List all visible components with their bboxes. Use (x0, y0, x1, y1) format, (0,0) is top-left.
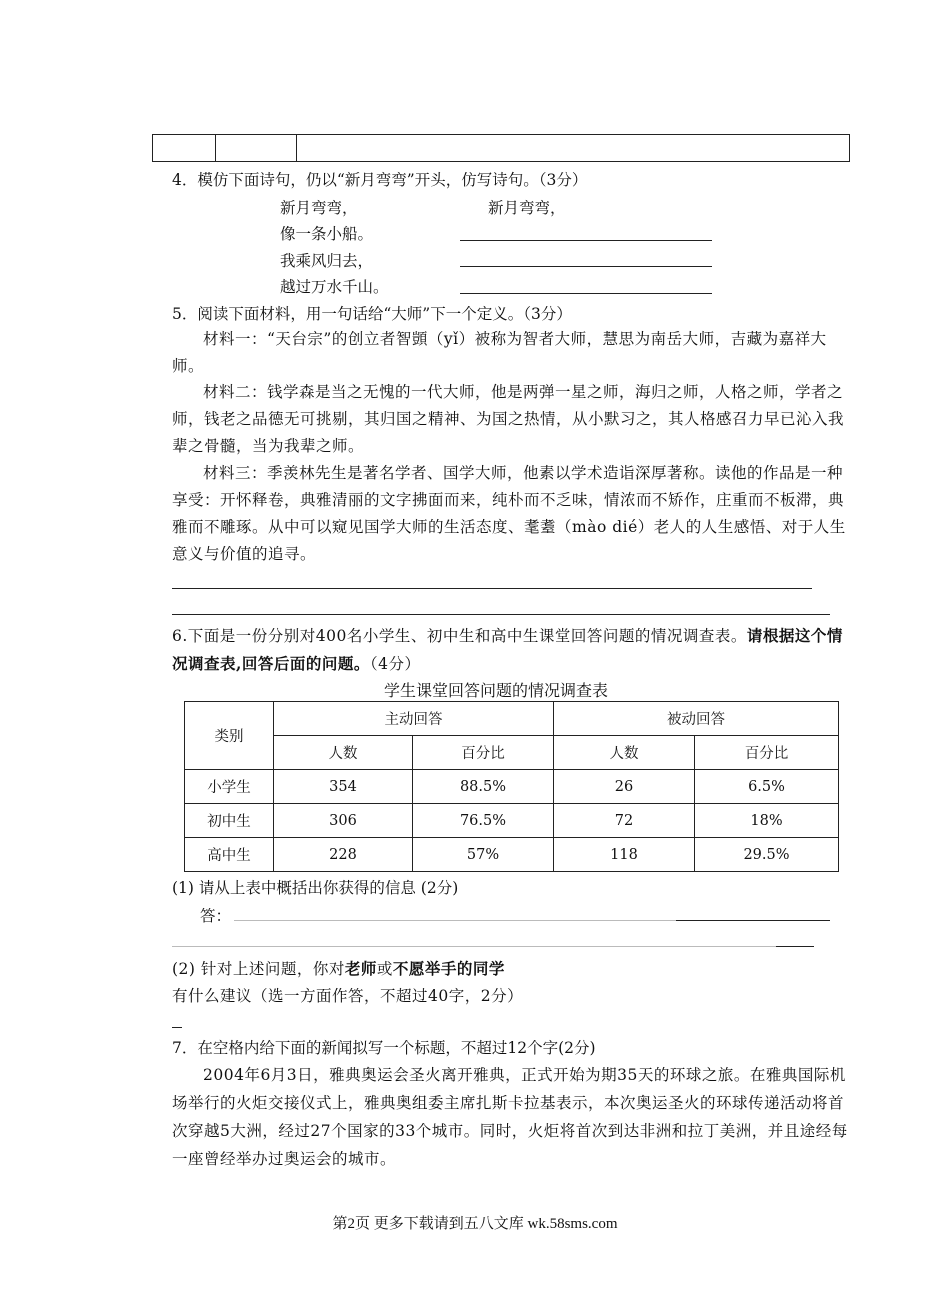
top-table-fragment (152, 134, 850, 162)
passive-count: 72 (554, 804, 695, 838)
survey-table (184, 701, 839, 872)
sub2-text-d: 有什么建议（选一方面作答，不超过40字，2分） (172, 987, 524, 1005)
row-category: 初中生 (185, 804, 274, 838)
answer-line (776, 946, 814, 947)
sub2-bold-teacher: 老师 (344, 959, 377, 978)
poem-line-1: 新月弯弯， (280, 199, 358, 217)
q6-sub1: (1) 请从上表中概括出你获得的信息 (2分) (172, 879, 459, 897)
q6-sub2 (172, 955, 852, 1010)
answer-line (234, 920, 676, 921)
q5-title: 5．阅读下面材料，用一句话给“大师”下一个定义。（3分） (172, 305, 572, 323)
page-footer: 第2页 更多下载请到五八文库 wk.58sms.com (332, 1216, 618, 1232)
q7-body: 2004年6月3日，雅典奥运会圣火离开雅典，正式开始为期35天的环球之旅。在雅典国际机场举行的火炬交接仪式上，雅典奥组委主席扎斯卡拉基表示，本次奥运圣火的环球传递活动将首次穿越5大洲，经过27个国家的33个城市。同时，火炬将首次到达非洲和拉丁美洲，并且途经每一座曾经举办过奥运会的城市。 (172, 1066, 848, 1168)
table-cell (297, 135, 850, 162)
answer-line (460, 266, 712, 267)
active-pct: 76.5% (413, 804, 554, 838)
answer-line (172, 614, 830, 615)
sub-count: 人数 (274, 736, 413, 770)
table-cell (216, 135, 297, 162)
table-row (185, 804, 839, 838)
passive-count: 118 (554, 838, 695, 872)
row-category: 高中生 (185, 838, 274, 872)
passive-pct: 6.5% (695, 770, 839, 804)
table-row (185, 770, 839, 804)
active-count: 306 (274, 804, 413, 838)
header-passive: 被动回答 (554, 702, 839, 736)
table-row (185, 838, 839, 872)
passive-pct: 18% (695, 804, 839, 838)
q6-title-score: （4分） (369, 655, 421, 673)
q4-title: 4．模仿下面诗句，仍以“新月弯弯”开头，仿写诗句。（3分） (172, 171, 588, 189)
answer-label: 答： (200, 907, 232, 925)
table-cell (153, 135, 216, 162)
answer-line (172, 1027, 182, 1028)
q7-title: 7．在空格内给下面的新闻拟写一个标题，不超过12个字(2分) (172, 1039, 596, 1057)
table-row (185, 736, 839, 770)
q6-title (172, 622, 852, 678)
answer-line (460, 240, 712, 241)
table-row (185, 702, 839, 736)
answer-line (460, 293, 712, 294)
q6-title-plain: 6.下面是一份分别对400名小学生、初中生和高中生课堂回答问题的情况调查表。 (172, 627, 747, 645)
q6-title-bold: 请根据这个情况调查表,回答后面的问题。 (172, 626, 843, 673)
sub2-text-a: (2) 针对上述问题，你对 (172, 960, 345, 978)
answer-line (172, 588, 812, 589)
q5-material-2: 材料二：钱学森是当之无愧的一代大师，他是两弹一星之师，海归之师，人格之师，学者之师，钱老之品德无可挑剔，其归国之精神、为国之热情，从小默习之，其人格感召力早已沁入我辈之骨髓，当为我辈之师。 (172, 383, 845, 455)
active-pct: 88.5% (413, 770, 554, 804)
poem-line-2: 像一条小船。 (280, 225, 374, 243)
header-category: 类别 (185, 702, 274, 770)
sub-percent: 百分比 (413, 736, 554, 770)
header-active: 主动回答 (274, 702, 554, 736)
passive-count: 26 (554, 770, 695, 804)
poem-line-3: 我乘风归去， (280, 252, 374, 270)
active-count: 354 (274, 770, 413, 804)
poem-line-4: 越过万水千山。 (280, 278, 389, 296)
row-category: 小学生 (185, 770, 274, 804)
answer-line (676, 920, 830, 921)
q5-material-1: 材料一：“天台宗”的创立者智顗（yǐ）被称为智者大师，慧思为南岳大师，吉藏为嘉祥大师。 (172, 330, 827, 375)
sub2-text-c: 或 (376, 960, 393, 978)
sub-count: 人数 (554, 736, 695, 770)
active-pct: 57% (413, 838, 554, 872)
table-caption: 学生课堂回答问题的情况调查表 (384, 683, 609, 700)
imitation-start: 新月弯弯， (488, 199, 566, 217)
answer-line (172, 946, 776, 947)
passive-pct: 29.5% (695, 838, 839, 872)
active-count: 228 (274, 838, 413, 872)
sub2-bold-students: 不愿举手的同学 (392, 959, 505, 978)
sub-percent: 百分比 (695, 736, 839, 770)
q5-material-3: 材料三：季羡林先生是著名学者、国学大师，他素以学术造诣深厚著称。读他的作品是一种享受：开怀释卷，典雅清丽的文字拂面而来，纯朴而不乏味，情浓而不矫作，庄重而不板滞，典雅而不雕琢。从中可以窥见国学大师的生活态度、耄耋（mào dié）老人的人生感悟、对于人生意义与价值的追寻。 (172, 464, 846, 563)
